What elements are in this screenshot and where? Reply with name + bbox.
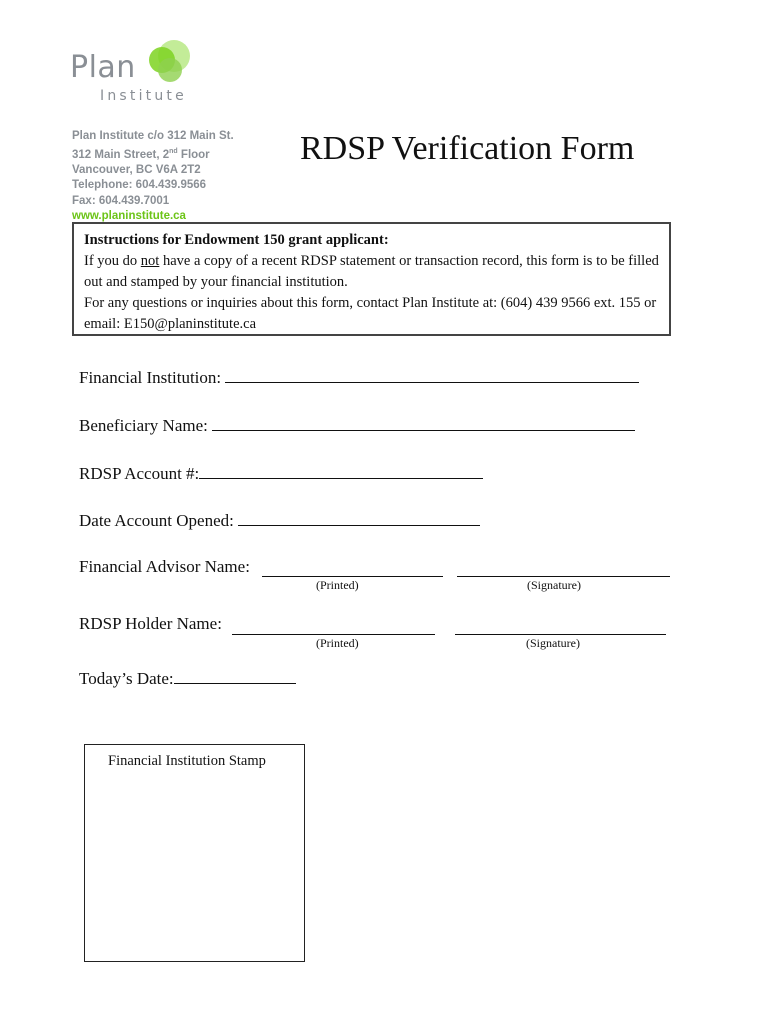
beneficiary-name-input[interactable] bbox=[212, 414, 635, 431]
advisor-printed-caption: (Printed) bbox=[316, 578, 359, 592]
beneficiary-name-row bbox=[79, 414, 635, 436]
address-block bbox=[72, 129, 234, 224]
advisor-printed-input[interactable] bbox=[262, 576, 443, 577]
telephone: Telephone: 604.439.9566 bbox=[72, 179, 207, 192]
rdsp-account-label: RDSP Account #: bbox=[79, 464, 200, 483]
advisor-name-label: Financial Advisor Name: bbox=[79, 557, 250, 576]
address-line-3: Vancouver, BC V6A 2T2 bbox=[72, 164, 201, 177]
instructions-paragraph-1: If you do not have a copy of a recent RDSP statement or transaction record, this form is to be filled out and stamped by your financial institution. bbox=[84, 253, 659, 290]
date-opened-input[interactable] bbox=[238, 509, 480, 526]
stamp-label: Financial Institution Stamp bbox=[108, 753, 266, 769]
holder-name-label: RDSP Holder Name: bbox=[79, 614, 222, 633]
financial-institution-input[interactable] bbox=[225, 366, 639, 383]
financial-institution-row bbox=[79, 366, 639, 388]
rdsp-account-row bbox=[79, 462, 483, 484]
page-title: RDSP Verification Form bbox=[300, 130, 635, 167]
stamp-box[interactable] bbox=[84, 744, 305, 962]
logo-institute-text: Institute bbox=[100, 88, 187, 104]
website-link[interactable]: www.planinstitute.ca bbox=[72, 209, 186, 222]
instructions-box bbox=[72, 222, 671, 336]
holder-signature-input[interactable] bbox=[455, 634, 666, 635]
instructions-heading: Instructions for Endowment 150 grant applicant: bbox=[84, 232, 389, 248]
todays-date-row bbox=[79, 667, 296, 689]
holder-printed-caption: (Printed) bbox=[316, 636, 359, 650]
logo-circles-icon bbox=[144, 38, 194, 86]
holder-signature-caption: (Signature) bbox=[526, 636, 580, 650]
rdsp-account-input[interactable] bbox=[199, 462, 483, 479]
financial-institution-label: Financial Institution: bbox=[79, 368, 222, 387]
todays-date-input[interactable] bbox=[174, 667, 296, 684]
address-line-2: 312 Main Street, 2nd Floor bbox=[72, 148, 210, 162]
date-opened-row bbox=[79, 509, 480, 531]
fax: Fax: 604.439.7001 bbox=[72, 194, 170, 207]
todays-date-label: Today’s Date: bbox=[79, 669, 174, 688]
beneficiary-name-label: Beneficiary Name: bbox=[79, 416, 208, 435]
advisor-signature-caption: (Signature) bbox=[527, 578, 581, 592]
address-line-1: Plan Institute c/o 312 Main St. bbox=[72, 130, 234, 142]
holder-printed-input[interactable] bbox=[232, 634, 435, 635]
plan-institute-logo bbox=[70, 38, 200, 108]
instructions-paragraph-2: For any questions or inquiries about this form, contact Plan Institute at: (604) 439 9566 ext. 155 or email: E150@planinstitute.ca bbox=[84, 295, 657, 332]
logo-plan-text: Plan bbox=[70, 50, 136, 85]
date-opened-label: Date Account Opened: bbox=[79, 511, 234, 530]
advisor-signature-input[interactable] bbox=[457, 576, 670, 577]
